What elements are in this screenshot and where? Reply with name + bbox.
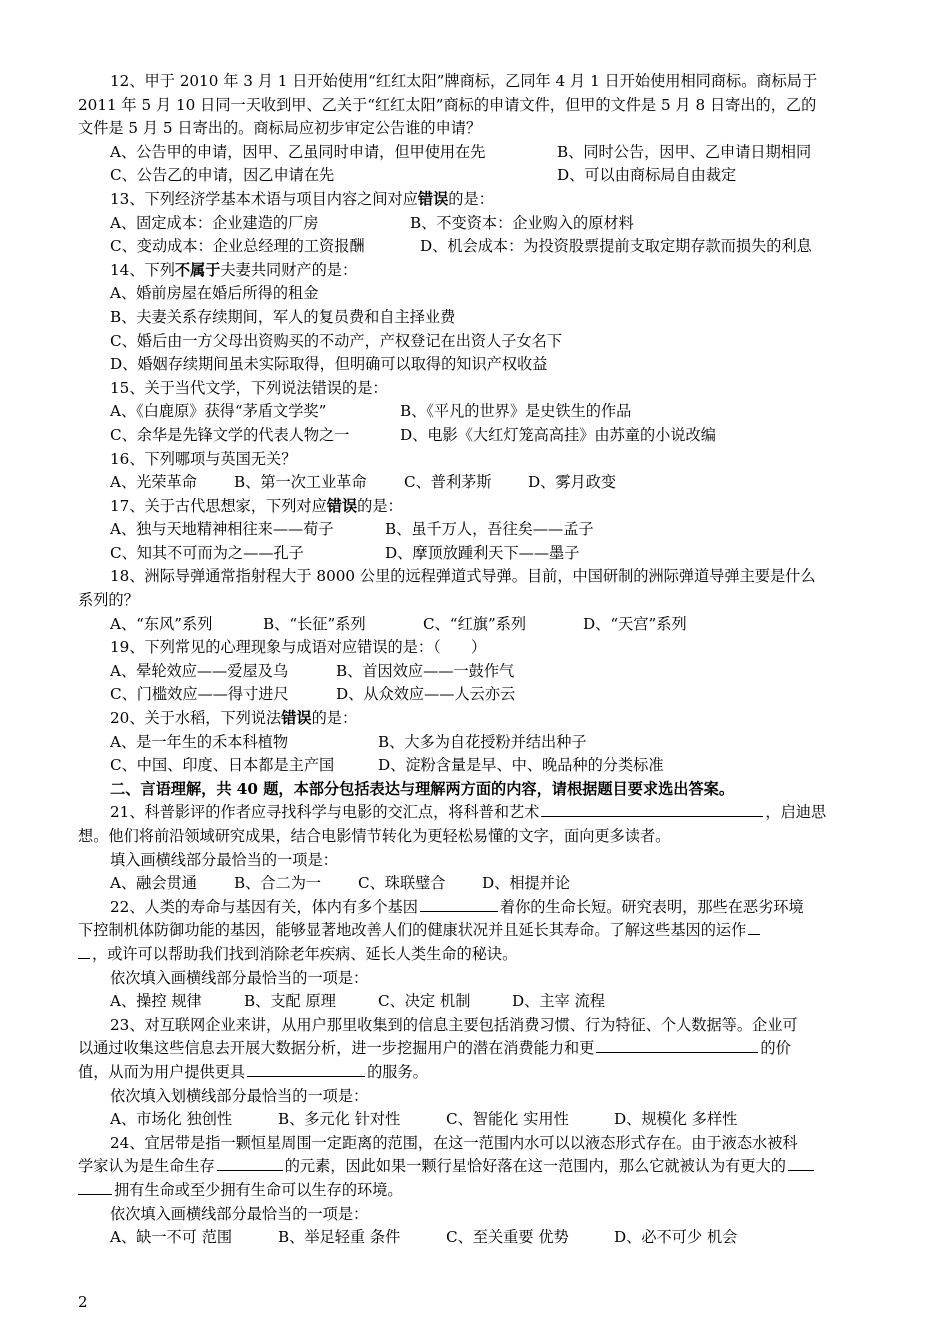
question-14-option-d xyxy=(78,353,878,377)
q23-text: 23、对互联网企业来讲，从用户那里收集到的信息主要包括消费习惯、行为特征、个人数据等。企业可 xyxy=(110,1015,798,1034)
q20-text: 20、关于水稻，下列说法 xyxy=(110,709,282,728)
option-c: C、“红旗”系列 xyxy=(423,614,527,633)
option-d: D、淀粉含量是早、中、晚品种的分类标准 xyxy=(378,756,664,775)
question-24-prompt xyxy=(78,1203,878,1227)
option-a: A、操控 规律 xyxy=(110,992,202,1011)
question-16-options xyxy=(78,471,878,495)
q23-text: 值，从而为用户提供更具 xyxy=(78,1062,246,1081)
option-b: B、不变资本：企业购入的原材料 xyxy=(410,213,634,232)
option-d: D、机会成本：为投资股票提前支取定期存款而损失的利息 xyxy=(420,237,812,256)
option-a: A、是一年生的禾本科植物 xyxy=(110,732,289,751)
question-15-options-row-2 xyxy=(78,424,878,448)
question-20-options-row-1 xyxy=(78,731,878,755)
option-d: D、婚姻存续期间虽未实际取得，但明确可以取得的知识产权收益 xyxy=(110,355,548,374)
answer-blank xyxy=(788,1155,814,1171)
option-c: C、余华是先锋文学的代表人物之一 xyxy=(110,425,350,444)
q14-text: 夫妻共同财产的是： xyxy=(220,260,358,279)
option-d: D、可以由商标局自由裁定 xyxy=(557,166,737,185)
question-12-line-3 xyxy=(78,117,878,141)
emphasis: 不属于 xyxy=(174,260,221,279)
question-21-prompt xyxy=(78,849,878,873)
option-d: D、相提并论 xyxy=(482,874,571,893)
option-a: A、“东风”系列 xyxy=(110,614,213,633)
option-c: C、决定 机制 xyxy=(378,992,471,1011)
question-16 xyxy=(78,448,878,472)
option-b: B、大多为自花授粉并结出种子 xyxy=(378,732,587,751)
q22-prompt: 依次填入画横线部分最恰当的一项是： xyxy=(110,968,369,987)
q24-text: 24、宜居带是指一颗恒星周围一定距离的范围，在这一范围内水可以以液态形式存在。由于液态水被科 xyxy=(110,1133,798,1152)
q13-text: 的是： xyxy=(448,189,494,208)
q12-text: 文件是 5 月 5 日寄出的。商标局应初步审定公告谁的申请？ xyxy=(78,119,482,138)
document-page xyxy=(78,70,878,1250)
option-d: D、从众效应——人云亦云 xyxy=(336,685,516,704)
question-24-line-3 xyxy=(78,1179,878,1203)
option-b: B、支配 原理 xyxy=(244,992,336,1011)
q24-text: 学家认为是生命生存 xyxy=(78,1157,215,1176)
question-12-options-row-1 xyxy=(78,141,878,165)
q12-text: 12、甲于 2010 年 3 月 1 日开始使用“红红太阳”牌商标，乙同年 4 月 1 日开始使用相同商标。商标局于 xyxy=(110,72,818,90)
q18-text: 系列的？ xyxy=(78,591,139,610)
q23-text: 的价 xyxy=(760,1039,791,1058)
question-20-options-row-2 xyxy=(78,754,878,778)
option-b: B、“长征”系列 xyxy=(263,614,366,633)
question-21-line-1 xyxy=(78,801,878,825)
question-21-options xyxy=(78,872,878,896)
question-22-line-3 xyxy=(78,943,878,967)
question-23-line-1 xyxy=(78,1014,878,1038)
option-b: B、举足轻重 条件 xyxy=(278,1228,401,1247)
option-c: C、普利茅斯 xyxy=(404,473,492,492)
question-22-prompt xyxy=(78,967,878,991)
answer-blank xyxy=(596,1037,758,1053)
option-b: B、虽千万人，吾往矣——孟子 xyxy=(385,520,594,539)
question-19 xyxy=(78,636,878,660)
answer-blank xyxy=(420,896,498,912)
option-b: B、多元化 针对性 xyxy=(278,1110,401,1129)
q15-text: 15、关于当代文学，下列说法错误的是： xyxy=(110,378,388,397)
question-14-option-a xyxy=(78,282,878,306)
q17-text: 的是： xyxy=(357,496,403,515)
question-19-options-row-2 xyxy=(78,683,878,707)
option-c: C、珠联璧合 xyxy=(358,874,446,893)
option-c: C、变动成本：企业总经理的工资报酬 xyxy=(110,237,365,256)
question-23-options xyxy=(78,1108,878,1132)
option-d: D、“天宫”系列 xyxy=(583,614,687,633)
question-18-line-1 xyxy=(78,565,878,589)
question-22-line-2 xyxy=(78,919,878,943)
option-d: D、主宰 流程 xyxy=(512,992,605,1011)
option-a: A、独与天地精神相往来——荀子 xyxy=(110,520,334,539)
question-12-line-2 xyxy=(78,94,878,118)
question-18-line-2 xyxy=(78,589,878,613)
option-c: C、知其不可而为之——孔子 xyxy=(110,543,304,562)
q22-text: 22、人类的寿命与基因有关，体内有多个基因 xyxy=(110,897,418,916)
question-15 xyxy=(78,377,878,401)
option-b: B、合二为一 xyxy=(234,874,322,893)
option-d: D、摩顶放踵利天下——墨子 xyxy=(385,543,580,562)
option-b: B、首因效应——一鼓作气 xyxy=(336,661,515,680)
q13-text: 13、下列经济学基本术语与项目内容之间对应 xyxy=(110,189,418,208)
option-a: A、市场化 独创性 xyxy=(110,1110,233,1129)
option-a: A、固定成本：企业建造的厂房 xyxy=(110,213,319,232)
question-20 xyxy=(78,707,878,731)
question-24-options xyxy=(78,1226,878,1250)
question-23-prompt xyxy=(78,1085,878,1109)
q21-text: 想。他们将前沿领域研究成果，结合电影情节转化为更轻松易懂的文字，面向更多读者。 xyxy=(78,827,671,845)
question-17 xyxy=(78,495,878,519)
answer-blank xyxy=(217,1155,283,1171)
option-a: A、晕轮效应——爱屋及乌 xyxy=(110,661,289,680)
q23-text: 的服务。 xyxy=(367,1062,428,1081)
option-c: C、智能化 实用性 xyxy=(446,1110,569,1129)
option-c: C、公告乙的申请，因乙申请在先 xyxy=(110,166,335,185)
option-d: D、规模化 多样性 xyxy=(614,1110,738,1129)
question-15-options-row-1 xyxy=(78,400,878,424)
option-b: B、第一次工业革命 xyxy=(234,473,367,492)
option-a: A、融会贯通 xyxy=(110,874,197,893)
option-c: C、中国、印度、日本都是主产国 xyxy=(110,756,335,775)
question-14 xyxy=(78,259,878,283)
option-c: C、至关重要 优势 xyxy=(446,1228,569,1247)
q24-text: 的元素，因此如果一颗行星恰好落在这一范围内，那么它就被认为有更大的 xyxy=(284,1157,786,1176)
q19-text: 19、下列常见的心理现象与成语对应错误的是：（ ） xyxy=(110,638,487,657)
option-a: A、光荣革命 xyxy=(110,473,197,492)
q22-text: ，或许可以帮助我们找到消除老年疾病、延长人类生命的秘诀。 xyxy=(92,944,518,963)
question-17-options-row-2 xyxy=(78,542,878,566)
q16-text: 16、下列哪项与英国无关？ xyxy=(110,449,297,468)
q20-text: 的是： xyxy=(311,709,358,728)
question-23-line-2 xyxy=(78,1037,878,1061)
option-b: B、夫妻关系存续期间，军人的复员费和自主择业费 xyxy=(110,307,456,326)
q21-text: 21、科普影评的作者应寻找科学与电影的交汇点，将科普和艺术 xyxy=(110,803,540,822)
option-a: A、《白鹿原》获得“茅盾文学奖” xyxy=(110,402,327,421)
option-d: D、雾月政变 xyxy=(528,473,617,492)
question-24-line-1 xyxy=(78,1132,878,1156)
answer-blank xyxy=(78,943,90,959)
option-c: C、婚后由一方父母出资购买的不动产，产权登记在出资人子女名下 xyxy=(110,331,563,350)
q14-text: 14、下列 xyxy=(110,260,175,279)
section-title: 二、言语理解，共 40 题，本部分包括表达与理解两方面的内容，请根据题目要求选出答案。 xyxy=(110,779,735,798)
q18-text: 18、洲际导弹通常指射程大于 8000 公里的远程弹道式导弹。目前，中国研制的洲际弹道导弹主要是什么 xyxy=(110,567,816,586)
question-14-option-b xyxy=(78,306,878,330)
q23-text: 以通过收集这些信息去开展大数据分析，进一步挖掘用户的潜在消费能力和更 xyxy=(78,1039,595,1058)
q17-text: 17、关于古代思想家，下列对应 xyxy=(110,496,327,515)
q24-text: 拥有生命或至少拥有生命可以生存的环境。 xyxy=(114,1180,403,1199)
question-12-options-row-2 xyxy=(78,164,878,188)
answer-blank xyxy=(541,801,763,817)
option-b: B、《平凡的世界》是史铁生的作品 xyxy=(400,402,632,421)
question-23-line-3 xyxy=(78,1061,878,1085)
question-13-options-row-1 xyxy=(78,212,878,236)
q12-text: 2011 年 5 月 10 日同一天收到甲、乙关于“红红太阳”商标的申请文件，但甲的文件是 5 月 8 日寄出的，乙的 xyxy=(78,95,817,114)
answer-blank xyxy=(748,919,760,935)
q23-prompt: 依次填入划横线部分最恰当的一项是： xyxy=(110,1086,369,1105)
question-18-options xyxy=(78,613,878,637)
answer-blank xyxy=(247,1061,365,1077)
emphasis: 错误 xyxy=(281,709,312,728)
page-number: 2 xyxy=(78,1293,88,1311)
question-22-line-1 xyxy=(78,896,878,920)
q22-text: 着你的生命长短。研究表明，那些在恶劣环境 xyxy=(499,897,804,916)
question-21-line-2 xyxy=(78,825,878,849)
option-b: B、同时公告，因甲、乙申请日期相同 xyxy=(557,142,812,161)
question-13 xyxy=(78,188,878,212)
q21-prompt: 填入画横线部分最恰当的一项是： xyxy=(110,850,338,869)
option-a: A、缺一不可 范围 xyxy=(110,1228,233,1247)
question-14-option-c xyxy=(78,330,878,354)
option-d: D、电影《大红灯笼高高挂》由苏童的小说改编 xyxy=(400,425,716,444)
question-22-options xyxy=(78,990,878,1014)
question-19-options-row-1 xyxy=(78,660,878,684)
option-a: A、公告甲的申请，因甲、乙虽同时申请，但甲使用在先 xyxy=(110,142,486,161)
option-d: D、必不可少 机会 xyxy=(614,1228,738,1247)
option-a: A、婚前房屋在婚后所得的租金 xyxy=(110,284,319,303)
emphasis: 错误 xyxy=(326,496,358,515)
question-13-options-row-2 xyxy=(78,235,878,259)
section-heading xyxy=(78,778,878,802)
q22-text: 下控制机体防御功能的基因，能够显著地改善人们的健康状况并且延长其寿命。了解这些基因的运作 xyxy=(78,921,747,940)
emphasis: 错误 xyxy=(417,189,449,208)
q21-text: ，启迪思 xyxy=(765,803,827,822)
answer-blank xyxy=(78,1179,112,1195)
option-c: C、门槛效应——得寸进尺 xyxy=(110,685,289,704)
question-12-line-1 xyxy=(78,70,878,94)
question-24-line-2 xyxy=(78,1155,878,1179)
question-17-options-row-1 xyxy=(78,518,878,542)
q24-prompt: 依次填入画横线部分最恰当的一项是： xyxy=(110,1204,369,1223)
